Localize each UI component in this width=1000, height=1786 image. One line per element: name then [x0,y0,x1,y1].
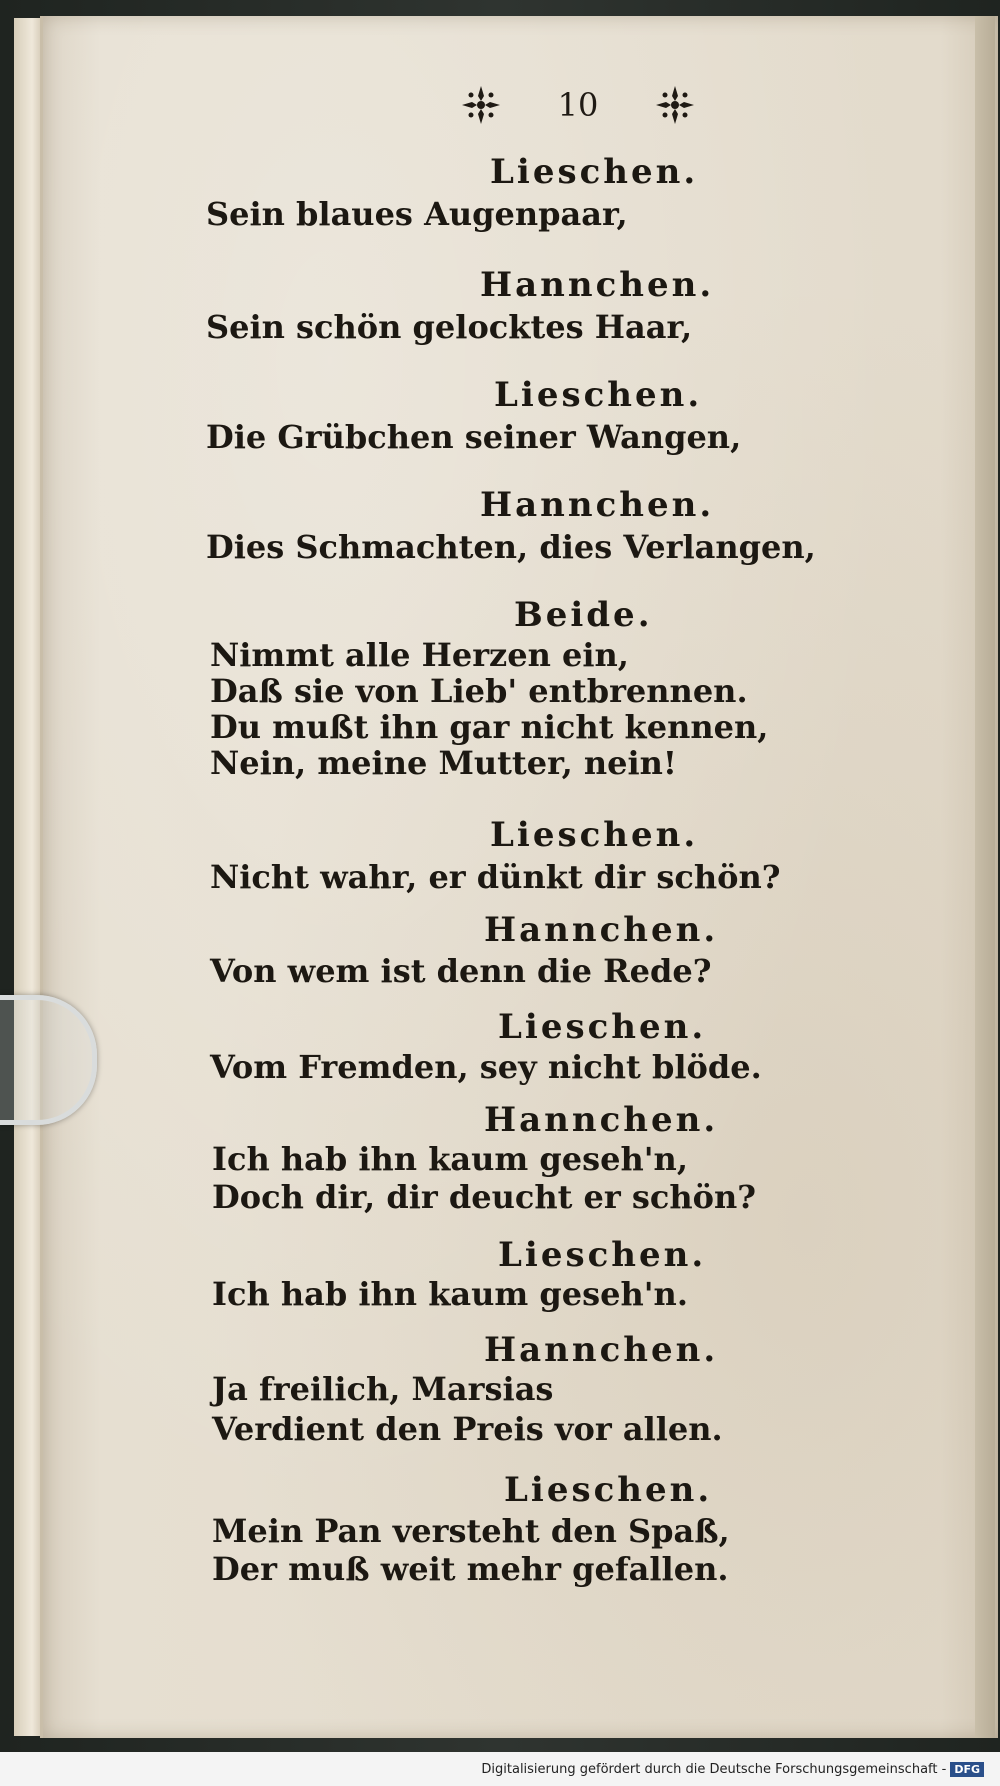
speaker-name: Lieschen. [490,815,699,855]
speaker-name: Beide. [514,595,653,635]
speaker-name: Lieschen. [490,152,699,192]
speaker-name: Lieschen. [494,375,703,415]
verse-line: Doch dir, dir deucht er schön? [212,1178,757,1216]
speaker-name: Lieschen. [498,1007,707,1047]
speaker-name: Lieschen. [504,1470,713,1510]
verse-line: Nein, meine Mutter, nein! [210,744,677,782]
speaker-name: Hannchen. [480,265,715,305]
verse-line: Nimmt alle Herzen ein, [210,636,629,674]
verse-line: Verdient den Preis vor allen. [212,1410,723,1448]
speaker-name: Hannchen. [480,485,715,525]
verse-line: Von wem ist denn die Rede? [210,952,712,990]
funding-footer [0,1752,1000,1786]
verse-line: Dies Schmachten, dies Verlangen, [206,528,816,566]
speaker-name: Hannchen. [484,1100,719,1140]
verse-line: Ja freilich, Marsias [212,1370,554,1408]
verse-line: Daß sie von Lieb' entbrennen. [210,672,748,710]
verse-line: Der muß weit mehr gefallen. [212,1550,729,1588]
speaker-name: Lieschen. [498,1235,707,1275]
verse-line: Du mußt ihn gar nicht kennen, [210,708,769,746]
footer-text: Digitalisierung gefördert durch die Deutsche Forschungsgemeinschaft - [481,1761,947,1777]
speaker-name: Hannchen. [484,1330,719,1370]
dfg-logo: DFG [950,1762,984,1777]
verse-line: Die Grübchen seiner Wangen, [206,418,742,456]
speaker-name: Hannchen. [484,910,719,950]
verse-line: Nicht wahr, er dünkt dir schön? [210,858,781,896]
verse-line: Sein schön gelocktes Haar, [206,308,693,346]
verse-line: Mein Pan versteht den Spaß, [212,1512,730,1550]
verse-line: Vom Fremden, sey nicht blöde. [210,1048,762,1086]
verse-line: Ich hab ihn kaum geseh'n. [212,1275,688,1313]
verse-line: Ich hab ihn kaum geseh'n, [212,1140,688,1178]
verse-line: Sein blaues Augenpaar, [206,195,628,233]
page-number: 10 [557,86,599,124]
